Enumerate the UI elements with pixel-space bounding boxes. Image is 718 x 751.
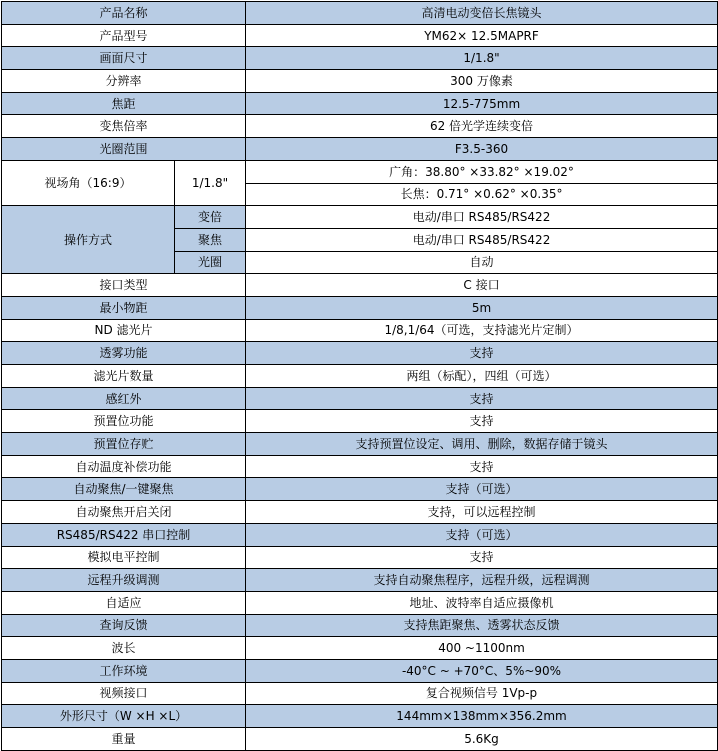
row-label: 画面尺寸: [2, 47, 246, 70]
row-label: 光圈范围: [2, 138, 246, 161]
operation-row: [2, 206, 718, 229]
table-row: [2, 24, 718, 47]
table-row: [2, 115, 718, 138]
table-row: [2, 637, 718, 660]
row-value: 300 万像素: [246, 70, 718, 93]
row-value: 两组（标配），四组（可选）: [246, 365, 718, 388]
row-value: 支持（可选）: [246, 523, 718, 546]
row-label: 变焦倍率: [2, 115, 246, 138]
operation-item-name: 光圈: [175, 251, 246, 274]
row-label: 远程升级调测: [2, 569, 246, 592]
row-value: 5m: [246, 296, 718, 319]
operation-item-value: 自动: [246, 251, 718, 274]
table-row: [2, 92, 718, 115]
row-label: 视频接口: [2, 682, 246, 705]
table-row: [2, 433, 718, 456]
table-row: [2, 47, 718, 70]
table-row: [2, 682, 718, 705]
row-value: 高清电动变倍长焦镜头: [246, 2, 718, 25]
row-value: 支持焦距聚焦、透雾状态反馈: [246, 614, 718, 637]
fov-wide: 广角：38.80° ×33.82° ×19.02°: [246, 160, 718, 183]
row-label: 查询反馈: [2, 614, 246, 637]
row-value: 支持: [246, 387, 718, 410]
row-label: 接口类型: [2, 274, 246, 297]
row-value: 12.5-775mm: [246, 92, 718, 115]
table-row: [2, 501, 718, 524]
table-row: [2, 319, 718, 342]
operation-item-value: 电动/串口 RS485/RS422: [246, 228, 718, 251]
table-row: [2, 387, 718, 410]
row-label: ND 滤光片: [2, 319, 246, 342]
row-value: 62 倍光学连续变倍: [246, 115, 718, 138]
row-value: 5.6Kg: [246, 728, 718, 751]
table-row: [2, 138, 718, 161]
table-row: [2, 296, 718, 319]
row-value: 支持，可以远程控制: [246, 501, 718, 524]
row-value: 支持: [246, 546, 718, 569]
table-row: [2, 365, 718, 388]
row-value: 支持自动聚焦程序，远程升级，远程调测: [246, 569, 718, 592]
row-value: 支持: [246, 410, 718, 433]
operation-item-name: 聚焦: [175, 228, 246, 251]
spec-table: [1, 1, 718, 751]
fov-size: 1/1.8": [175, 160, 246, 205]
row-value: F3.5-360: [246, 138, 718, 161]
row-value: 地址、波特率自适应摄像机: [246, 591, 718, 614]
fov-row: [2, 160, 718, 183]
row-label: 自动聚焦/一键聚焦: [2, 478, 246, 501]
row-label: 产品名称: [2, 2, 246, 25]
fov-tele: 长焦：0.71° ×0.62° ×0.35°: [246, 183, 718, 206]
row-value: 支持（可选）: [246, 478, 718, 501]
row-label: 预置位存贮: [2, 433, 246, 456]
row-label: 模拟电平控制: [2, 546, 246, 569]
table-row: [2, 410, 718, 433]
row-label: 自适应: [2, 591, 246, 614]
table-row: [2, 478, 718, 501]
row-label: 焦距: [2, 92, 246, 115]
row-value: 复合视频信号 1Vp-p: [246, 682, 718, 705]
row-label: 预置位功能: [2, 410, 246, 433]
table-row: [2, 342, 718, 365]
row-value: 1/8,1/64（可选，支持滤光片定制）: [246, 319, 718, 342]
row-label: 透雾功能: [2, 342, 246, 365]
row-value: 1/1.8": [246, 47, 718, 70]
row-label: 最小物距: [2, 296, 246, 319]
row-label: 感红外: [2, 387, 246, 410]
row-label: RS485/RS422 串口控制: [2, 523, 246, 546]
row-value: 支持预置位设定、调用、删除，数据存储于镜头: [246, 433, 718, 456]
operation-label: 操作方式: [2, 206, 175, 274]
table-row: [2, 274, 718, 297]
row-label: 分辨率: [2, 70, 246, 93]
row-label: 产品型号: [2, 24, 246, 47]
table-row: [2, 614, 718, 637]
row-label: 波长: [2, 637, 246, 660]
table-row: [2, 546, 718, 569]
table-row: [2, 569, 718, 592]
table-row: [2, 591, 718, 614]
row-value: 支持: [246, 342, 718, 365]
row-label: 滤光片数量: [2, 365, 246, 388]
table-row: [2, 728, 718, 751]
row-label: 自动聚焦开启关闭: [2, 501, 246, 524]
row-value: C 接口: [246, 274, 718, 297]
table-row: [2, 705, 718, 728]
row-label: 外形尺寸（W ×H ×L）: [2, 705, 246, 728]
row-label: 自动温度补偿功能: [2, 455, 246, 478]
table-row: [2, 455, 718, 478]
row-label: 工作环境: [2, 659, 246, 682]
table-row: [2, 523, 718, 546]
operation-item-name: 变倍: [175, 206, 246, 229]
operation-item-value: 电动/串口 RS485/RS422: [246, 206, 718, 229]
table-row: [2, 2, 718, 25]
row-value: 支持: [246, 455, 718, 478]
row-value: 144mm×138mm×356.2mm: [246, 705, 718, 728]
table-row: [2, 659, 718, 682]
fov-label: 视场角（16:9）: [2, 160, 175, 205]
row-value: -40°C ~ +70°C、5%~90%: [246, 659, 718, 682]
row-label: 重量: [2, 728, 246, 751]
table-row: [2, 70, 718, 93]
row-value: 400 ~1100nm: [246, 637, 718, 660]
row-value: YM62× 12.5MAPRF: [246, 24, 718, 47]
